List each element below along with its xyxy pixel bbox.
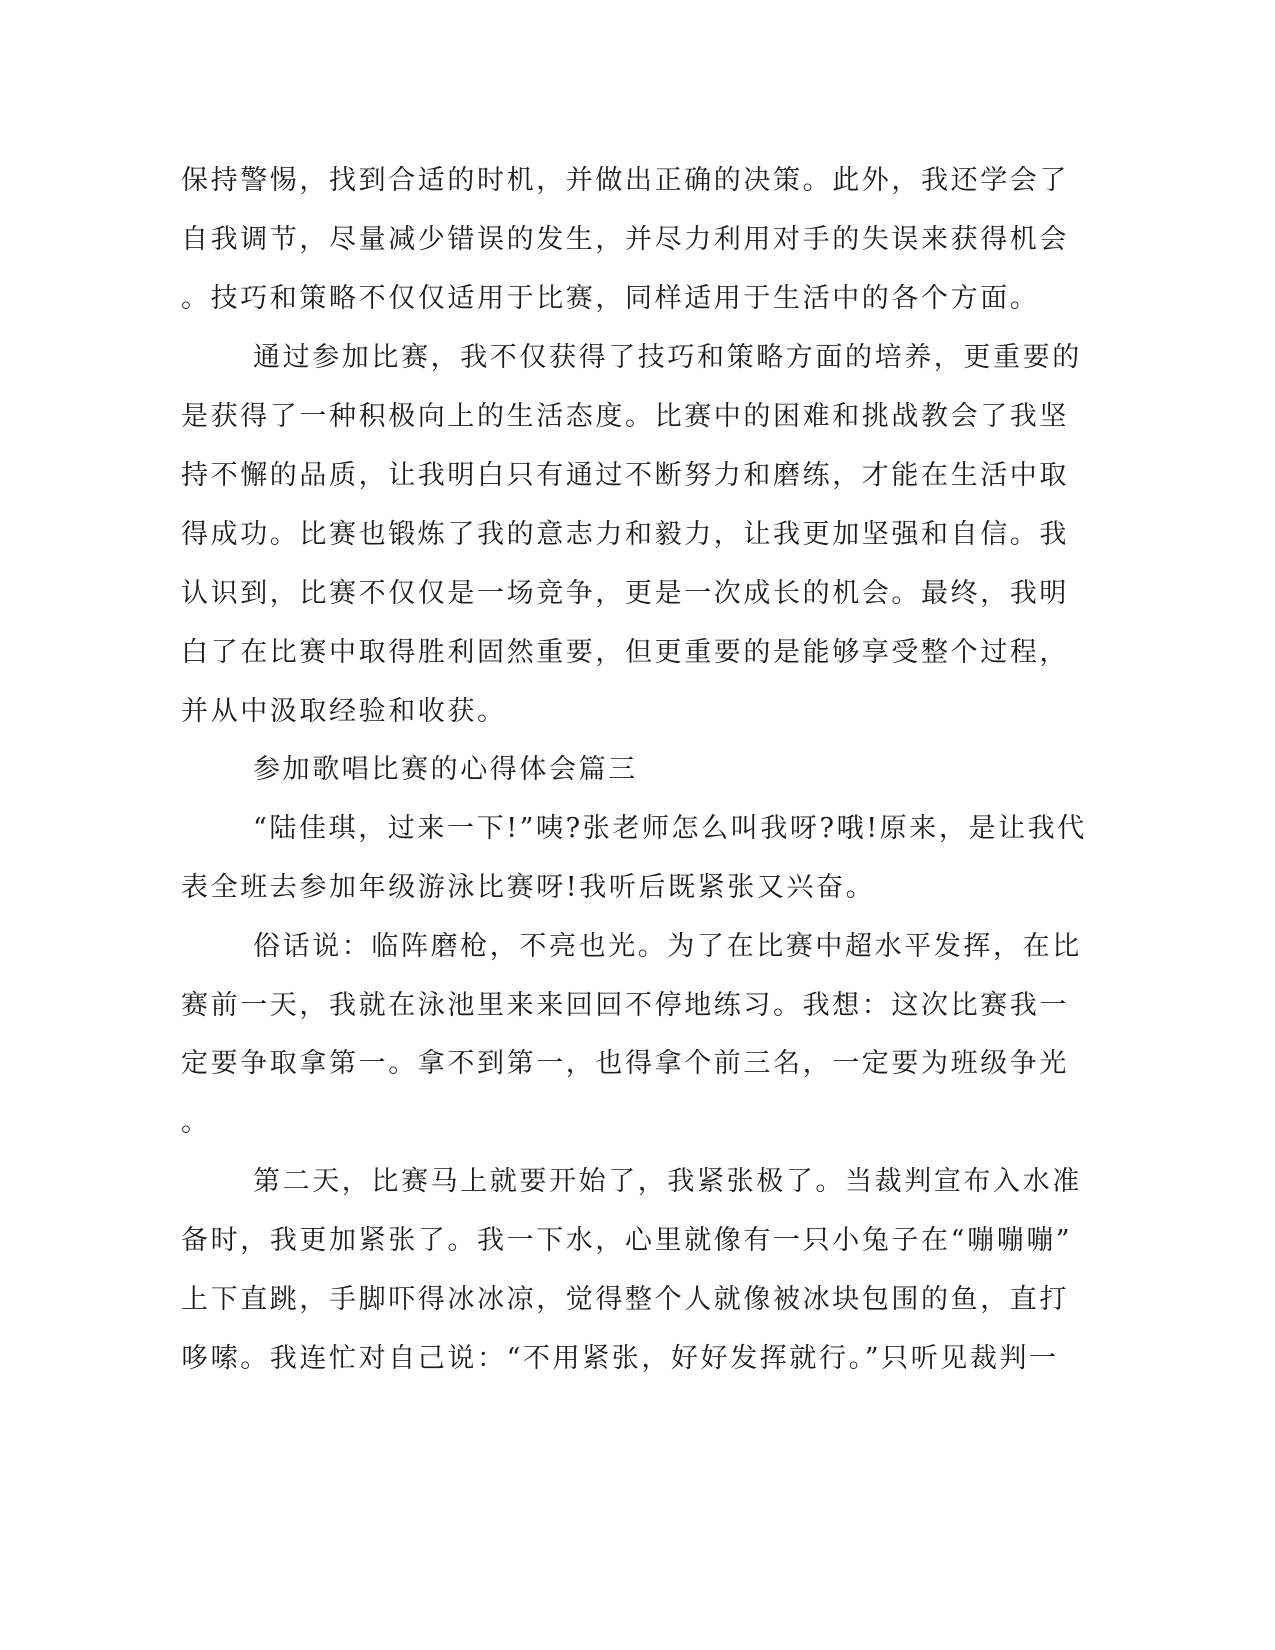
text-line: 表全班去参加年级游泳比赛呀!我听后既紧张又兴奋。 [181, 872, 876, 903]
text-line: 保持警惕，找到合适的时机，并做出正确的决策。此外，我还学会了 [181, 165, 1069, 196]
paragraph-first-line: 通过参加比赛，我不仅获得了技巧和策略方面的培养，更重要的 [253, 342, 1082, 373]
text-line: 。 [181, 1107, 211, 1138]
text-line: 备时，我更加紧张了。我一下水，心里就像有一只小兔子在“嘣嘣嘣” [181, 1225, 1073, 1256]
text-line: 认识到，比赛不仅仅是一场竞争，更是一次成长的机会。最终，我明 [181, 578, 1069, 609]
text-line: 持不懈的品质，让我明白只有通过不断努力和磨练，才能在生活中取 [181, 460, 1069, 491]
paragraph-first-line: “陆佳琪，过来一下!”咦?张老师怎么叫我呀?哦!原来，是让我代 [253, 813, 1087, 844]
text-line: 上下直跳，手脚吓得冰冰凉，觉得整个人就像被冰块包围的鱼，直打 [181, 1284, 1069, 1315]
text-line: 。技巧和策略不仅仅适用于比赛，同样适用于生活中的各个方面。 [181, 283, 1040, 314]
text-line: 赛前一天，我就在泳池里来来回回不停地练习。我想：这次比赛我一 [181, 990, 1069, 1021]
text-line: 是获得了一种积极向上的生活态度。比赛中的困难和挑战教会了我坚 [181, 401, 1069, 432]
text-line: 定要争取拿第一。拿不到第一，也得拿个前三名，一定要为班级争光 [181, 1048, 1069, 1079]
text-line: 并从中汲取经验和收获。 [181, 696, 507, 727]
text-line: 白了在比赛中取得胜利固然重要，但更重要的是能够享受整个过程， [181, 637, 1069, 668]
text-line: 得成功。比赛也锻炼了我的意志力和毅力，让我更加坚强和自信。我 [181, 519, 1069, 550]
paragraph-first-line: 第二天，比赛马上就要开始了，我紧张极了。当裁判宣布入水准 [253, 1166, 1082, 1197]
text-line: 哆嗦。我连忙对自己说：“不用紧张，好好发挥就行。”只听见裁判一 [181, 1343, 1059, 1374]
paragraph-first-line: 俗话说：临阵磨枪，不亮也光。为了在比赛中超水平发挥，在比 [253, 931, 1082, 962]
section-heading: 参加歌唱比赛的心得体会篇三 [253, 754, 638, 785]
text-line: 自我调节，尽量减少错误的发生，并尽力利用对手的失误来获得机会 [181, 224, 1069, 255]
